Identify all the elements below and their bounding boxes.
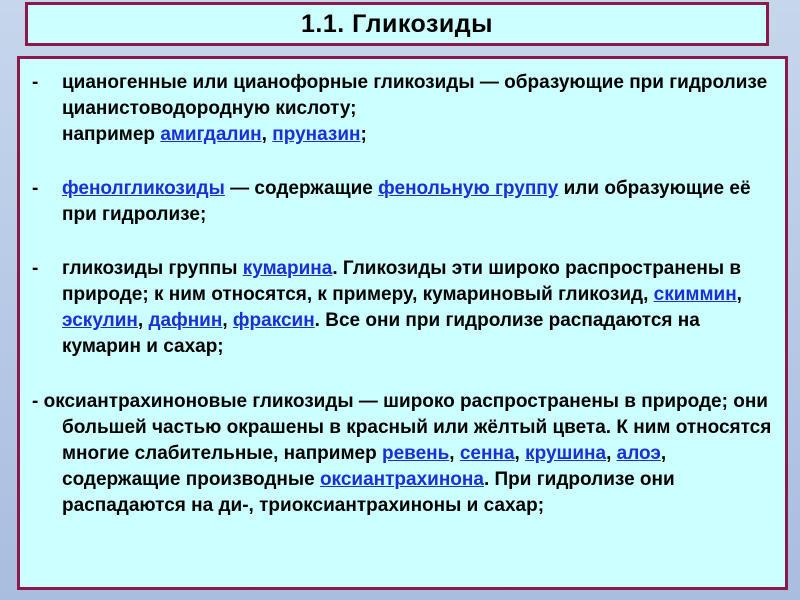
list-item-cyanogenic [32, 70, 772, 148]
bullet-dash: - [32, 72, 39, 93]
term-link[interactable]: амигдалин [160, 124, 262, 145]
paragraph-text [32, 389, 772, 519]
term-link[interactable]: фенольную группу [378, 178, 559, 199]
paragraph-text [62, 176, 772, 228]
text-run: , [222, 310, 233, 331]
list-item-oxyanthraquinone [32, 389, 772, 519]
text-run: , [137, 310, 149, 331]
term-link[interactable]: алоэ [616, 443, 661, 464]
term-link[interactable]: фенолгликозиды [62, 178, 225, 199]
term-link[interactable]: скиммин [653, 284, 737, 305]
term-link[interactable]: сенна [459, 443, 515, 464]
text-run: , содержащие производные [62, 443, 667, 490]
text-run: , [449, 443, 460, 464]
slide-title: 1.1. Гликозиды [301, 9, 493, 38]
text-run: - оксиантрахиноновые гликозиды — широко распространены в природе; они большей частью окрашены в красный или жёлтый цвета. К ним относятся многие слабительные, например [32, 391, 772, 464]
paragraph-text [62, 70, 772, 148]
term-link[interactable]: дафнин [148, 310, 223, 331]
term-link[interactable]: ревень [381, 443, 450, 464]
text-run: цианогенные или цианофорные гликозиды — образующие при гидролизе цианистоводородную кислоту; [62, 72, 768, 119]
term-link[interactable]: пруназин [272, 124, 361, 145]
text-run: — содержащие [224, 178, 379, 199]
term-link[interactable]: оксиантрахинона [319, 469, 484, 490]
list-item-phenolic [32, 176, 772, 228]
term-link[interactable]: кумарина [242, 258, 333, 279]
text-run: . Все они при гидролизе распадаются на кумарин и сахар; [62, 310, 700, 357]
text-run: , [261, 124, 273, 145]
bullet-dash: - [32, 258, 39, 279]
text-run: гликозиды группы [62, 258, 243, 279]
paragraph-text [62, 256, 772, 360]
text-run: , [514, 443, 526, 464]
content-box [17, 56, 788, 590]
text-run: . При гидролизе они распадаются на ди-, триоксиантрахиноны и сахар; [62, 469, 675, 516]
text-run: или образующие её при гидролизе; [62, 178, 751, 225]
list-item-coumarin [32, 256, 772, 360]
text-run: , [606, 443, 617, 464]
text-run: , [736, 284, 742, 305]
text-run: например [62, 124, 161, 145]
term-link[interactable]: фраксин [232, 310, 315, 331]
title-box [25, 2, 769, 46]
term-link[interactable]: эскулин [62, 310, 138, 331]
text-run: ; [360, 124, 367, 145]
text-run: . Гликозиды эти широко распространены в природе; к ним относятся, к примеру, кумариновый гликозид, [62, 258, 742, 305]
term-link[interactable]: крушина [525, 443, 607, 464]
bullet-dash: - [32, 178, 39, 199]
